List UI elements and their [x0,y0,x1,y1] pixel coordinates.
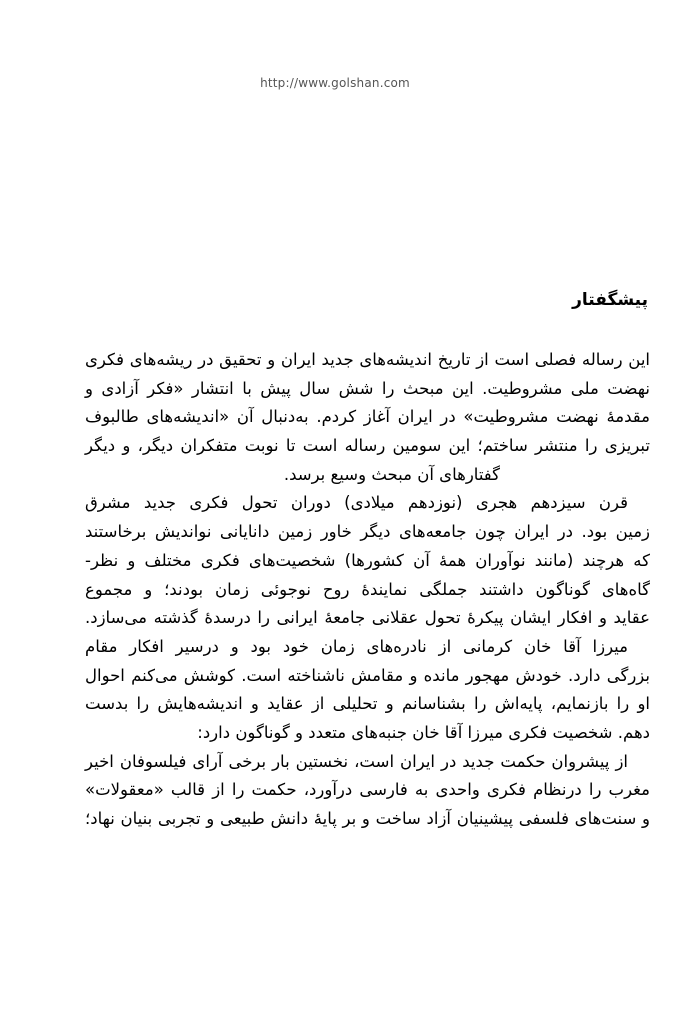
text-line: دهم. شخصیت فکری میرزا آقا خان جنبه‌های متعدد و گوناگون دارد: [197,722,650,742]
paragraph-4 [85,748,650,834]
text-line: قرن سیزدهم هجری (نوزدهم میلادی) دوران تحول فکری جدید مشرق [85,493,628,513]
text-line: میرزا آقا خان کرمانی از نادره‌های زمان خود بود و درسیر افکار مقام [85,636,628,656]
paragraph-2 [85,489,650,632]
text-line: گاه‌های گوناگون داشتند جملگی نمایندهٔ روح نوجوئی زمان بودند؛ و مجموع [85,579,650,599]
text-line: مقدمهٔ نهضت مشروطیت» در ایران آغاز کردم. به‌دنبال آن «اندیشه‌های طالبوف [85,407,650,427]
page-title: پیشگفتار [572,290,648,310]
paragraph-1 [85,346,650,489]
text-line: گفتارهای آن مبحث وسیع برسد. [283,464,500,484]
source-url: http://www.golshan.com [260,76,410,90]
text-line: عقاید و افکار ایشان پیکرهٔ تحول عقلانی جامعهٔ ایرانی را درسدهٔ گذشته می‌سازد. [85,608,650,628]
body-text [85,346,650,834]
text-line: زمین بود. در ایران چون جامعه‌های دیگر خاور زمین دانایانی نواندیش برخاستند [85,522,650,542]
text-line: مغرب را درنظام فکری واحدی به فارسی درآورد، حکمت را از قالب «معقولات» [85,780,650,800]
paragraph-3 [85,633,650,748]
text-line: او را بازنمایم، پایه‌اش را بشناسانم و تحلیلی از عقاید و اندیشه‌هایش را بدست [85,694,650,714]
text-line: بزرگی دارد. خودش مهجور مانده و مقامش ناشناخته است. کوشش می‌کنم احوال [85,665,650,685]
text-line: این رساله فصلی است از تاریخ اندیشه‌های جدید ایران و تحقیق در ریشه‌های فکری [85,350,650,369]
text-line: از پیشروان حکمت جدید در ایران است، نخستین بار برخی آرای فیلسوفان اخیر [85,751,628,771]
text-line: و سنت‌های فلسفی پیشینیان آزاد ساخت و بر پایهٔ دانش طبیعی و تجربی بنیان نهاد؛ [85,809,650,828]
text-line: تبریزی را منتشر ساختم؛ این سومین رساله است تا نوبت متفکران دیگر، و دیگر [85,436,650,456]
text-line: نهضت ملی مشروطیت. این مبحث را شش سال پیش با انتشار «فکر آزادی و [85,378,650,398]
text-line: که هرچند (مانند نوآوران همهٔ آن کشورها) شخصیت‌های فکری مختلف و نظر- [85,550,650,570]
